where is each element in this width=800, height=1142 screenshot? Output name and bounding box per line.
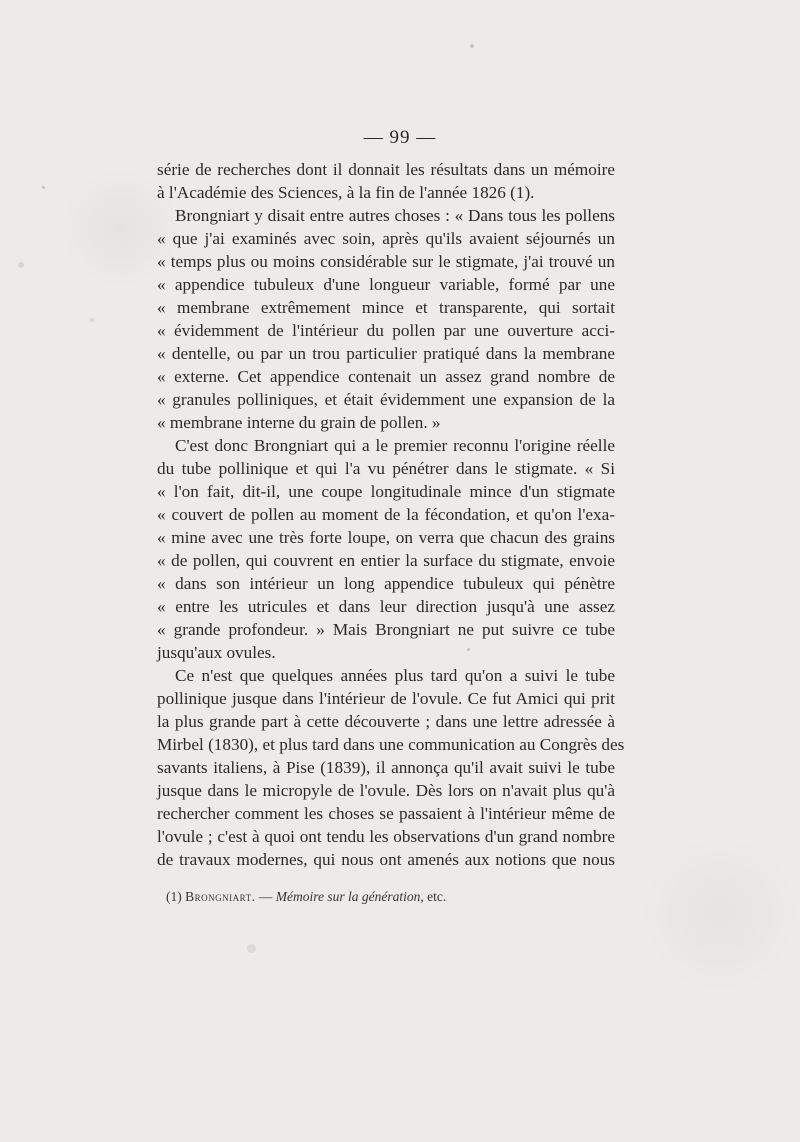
text-line: « de pollen, qui couvrent en entier la surface du stigmate, envoie: [157, 551, 615, 570]
text-line: « dans son intérieur un long appendice tubuleux qui pénètre: [157, 574, 615, 593]
text-line: « appendice tubuleux d'une longueur variable, formé par une: [157, 275, 615, 294]
text-line: à l'Académie des Sciences, à la fin de l'année 1826 (1).: [157, 183, 535, 202]
text-line: série de recherches dont il donnait les résultats dans un mémoire: [157, 160, 615, 179]
text-line: « granules polliniques, et était évidemment une expansion de la: [157, 390, 615, 409]
text-line: « dentelle, ou par un trou particulier pratiqué dans la membrane: [157, 344, 615, 363]
footnote-title: Mémoire sur la génération,: [275, 889, 424, 904]
paper-speck: [42, 186, 45, 189]
paper-speck: [18, 262, 24, 268]
text-line: rechercher comment les choses se passaient à l'intérieur même de: [157, 804, 615, 823]
text-line: « membrane extrêmement mince et transparente, qui sortait: [157, 298, 615, 317]
footnote-tail: etc.: [427, 889, 447, 904]
text-line: Mirbel (1830), et plus tard dans une communication au Congrès des: [157, 735, 625, 754]
text-line: pollinique jusque dans l'intérieur de l'ovule. Ce fut Amici qui prit: [157, 689, 615, 708]
text-line: « temps plus ou moins considérable sur le stigmate, j'ai trouvé un: [157, 252, 615, 271]
text-line: « externe. Cet appendice contenait un assez grand nombre de: [157, 367, 615, 386]
text-line: « mine avec une très forte loupe, on verra que chacun des grains: [157, 528, 615, 547]
text-line: la plus grande part à cette découverte ; dans une lettre adressée à: [157, 712, 615, 731]
text-line: jusqu'aux ovules.: [157, 643, 276, 662]
page-number: — 99 —: [363, 127, 437, 148]
text-line: « entre les utricules et dans leur direction jusqu'à une assez: [157, 597, 615, 616]
paper-speck: [247, 944, 256, 953]
footnote-marker: (1): [166, 889, 182, 904]
text-line: « couvert de pollen au moment de la fécondation, et qu'on l'exa-: [157, 505, 615, 524]
text-line: Ce n'est que quelques années plus tard qu'on a suivi le tube: [175, 666, 615, 685]
footnote-dash: —: [258, 889, 273, 904]
paper-speck: [90, 318, 94, 322]
text-line: Brongniart y disait entre autres choses : « Dans tous les pollens: [175, 206, 615, 225]
text-line: « que j'ai examinés avec soin, après qu'ils avaient séjournés un: [157, 229, 615, 248]
footnote-author: Brongniart.: [185, 889, 256, 904]
text-line: « évidemment de l'intérieur du pollen par une ouverture acci-: [157, 321, 615, 340]
text-line: l'ovule ; c'est à quoi ont tendu les observations d'un grand nombre: [157, 827, 615, 846]
text-line: jusque dans le micropyle de l'ovule. Dès lors on n'avait plus qu'à: [157, 781, 615, 800]
text-line: du tube pollinique et qui l'a vu pénétrer dans le stigmate. « Si: [157, 459, 615, 478]
text-line: de travaux modernes, qui nous ont amenés aux notions que nous: [157, 850, 615, 869]
text-line: savants italiens, à Pise (1839), il annonça qu'il avait suivi le tube: [157, 758, 615, 777]
text-line: C'est donc Brongniart qui a le premier reconnu l'origine réelle: [175, 436, 615, 455]
body-text: [157, 158, 625, 871]
text-line: « membrane interne du grain de pollen. »: [157, 413, 441, 432]
paper-speck: [470, 44, 474, 48]
text-line: « l'on fait, dit-il, une coupe longitudinale mince d'un stigmate: [157, 482, 615, 501]
text-line: « grande profondeur. » Mais Brongniart ne put suivre ce tube: [157, 620, 615, 639]
footnote: [166, 888, 446, 906]
